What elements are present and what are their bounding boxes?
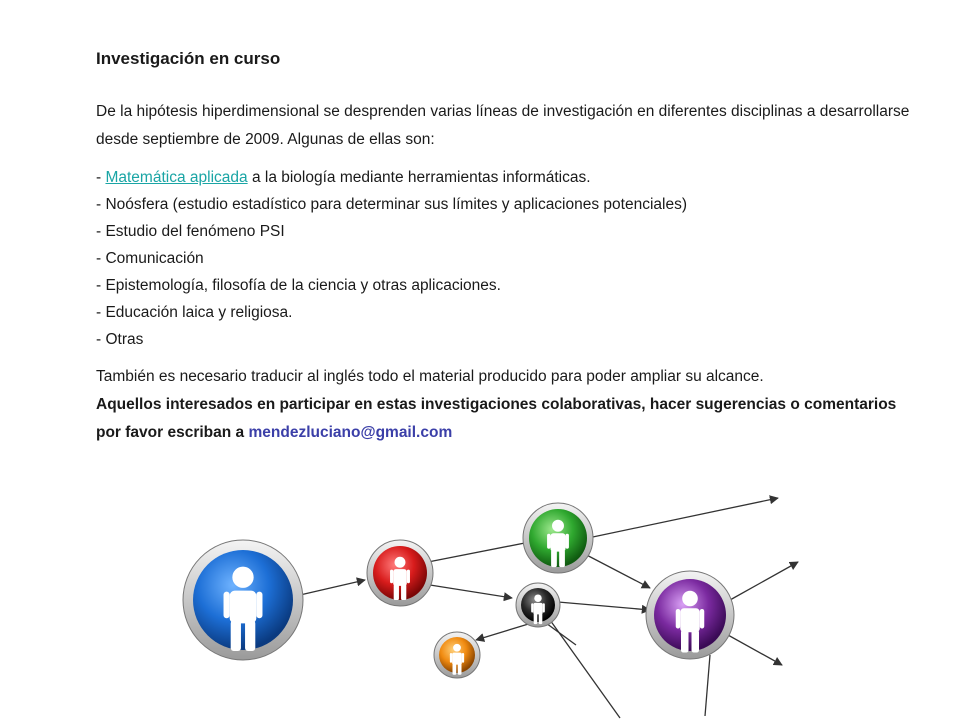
orange-person-node	[434, 632, 480, 678]
email-link[interactable]: mendezluciano@gmail.com	[248, 424, 453, 441]
connector-arrow	[728, 635, 782, 665]
connector-arrow	[300, 580, 365, 595]
black-person-node	[516, 583, 560, 627]
translation-note: También es necesario traducir al inglés todo el material producido para poder ampliar su alcance.	[96, 368, 764, 385]
person-network-icon	[180, 490, 800, 720]
list-item: - Comunicación	[96, 250, 204, 267]
intro-paragraph: De la hipótesis hiperdimensional se desprenden varias líneas de investigación en diferentes disciplinas a desarrollarse desde septiembre de 2009. Algunas de ellas son:	[96, 103, 910, 148]
connector-arrow	[705, 655, 710, 716]
list-item-rest: a la biología mediante herramientas informáticas.	[247, 169, 591, 186]
green-person-node	[523, 503, 593, 573]
connector-arrow	[476, 622, 535, 640]
list-item: - Epistemología, filosofía de la ciencia y otras aplicaciones.	[96, 277, 501, 294]
connector-arrow	[558, 602, 650, 610]
matematica-aplicada-link[interactable]: Matemática aplicada	[105, 169, 248, 186]
blue-person-node	[183, 540, 303, 660]
list-item	[96, 164, 916, 191]
list-item: - Educación laica y religiosa.	[96, 304, 293, 321]
connector-arrow	[730, 562, 798, 600]
list-item: - Noósfera (estudio estadístico para determinar sus límites y aplicaciones potenciales)	[96, 196, 687, 213]
page-title: Investigación en curso	[96, 49, 281, 68]
contact-text: Aquellos interesados en participar en estas investigaciones colaborativas, hacer sugerencias o comentarios por favor escriban a	[96, 396, 897, 441]
list-item: - Estudio del fenómeno PSI	[96, 223, 285, 240]
list-item-prefix: -	[96, 169, 106, 186]
connector-arrow	[430, 585, 512, 598]
research-lines-list	[96, 164, 916, 353]
purple-person-node	[646, 571, 734, 659]
list-item: - Otras	[96, 331, 144, 348]
connector-arrow	[550, 620, 620, 718]
red-person-node	[367, 540, 433, 606]
contact-paragraph	[96, 391, 916, 447]
connector-arrow	[588, 498, 778, 538]
article	[96, 46, 916, 447]
